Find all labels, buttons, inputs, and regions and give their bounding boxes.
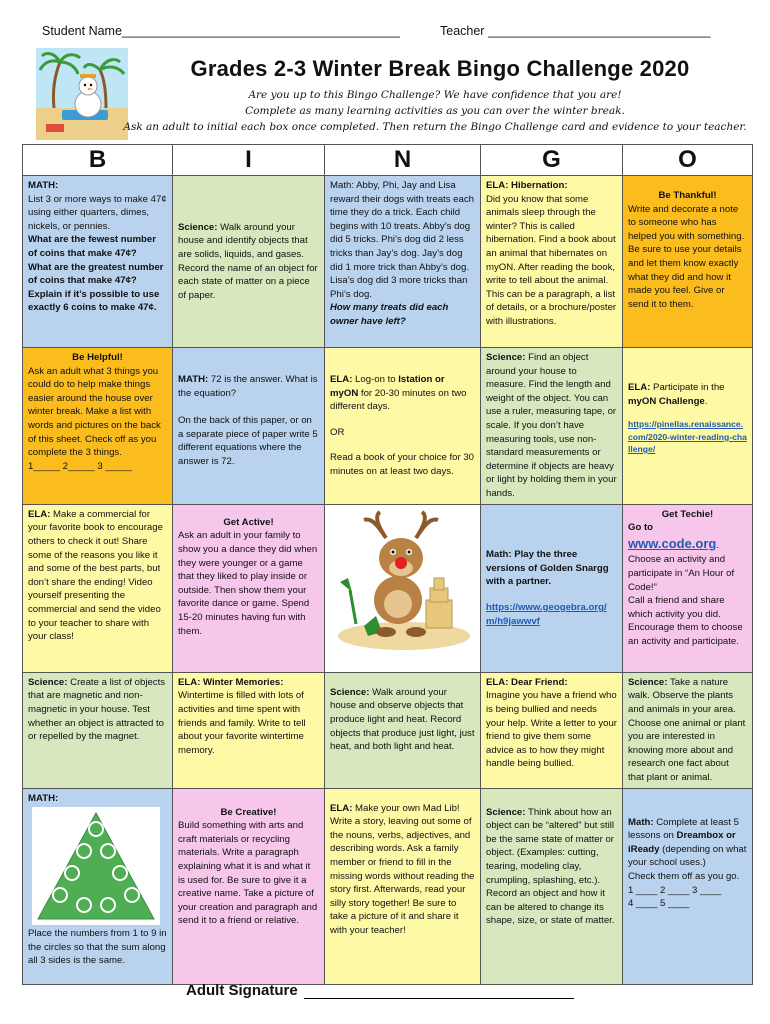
number-triangle-puzzle	[32, 807, 160, 925]
square-heading: ELA:	[330, 374, 353, 385]
signature-label: Adult Signature	[186, 982, 298, 999]
square-text: Did you know that some animals sleep through the winter? This is called hibernation. Find a book about an animal that hibernates on myON. After reading the book, write to tell about the animal. This can be a paragraph, a list of details, or a brochure/poster with illustrations.	[486, 193, 617, 328]
square-heading: Get Active!	[223, 516, 274, 528]
square-question: Explain if it’s possible to use exactly 6 coins to make 47¢.	[28, 288, 160, 314]
program-names: Dreambox or iReady	[628, 830, 736, 855]
square-text: Math: Play the three versions of Golden Snargg with a partner.	[486, 549, 609, 588]
square-text: Make a commercial for your favorite book to encourage others to check it out! Share some of the reasons you like it and some of the best parts, but don’t share the ending! Video yourself presenting the commercial and send the video to your teacher to share with your class!	[28, 508, 163, 643]
square-text: Read a book of your choice for 30 minutes on at least two days.	[330, 452, 474, 478]
square-text: Wintertime is filled with lots of activities and time spent with friends and family. Write to tell about your favorite wintertime memory.	[178, 690, 306, 756]
square-text: Call a friend and share which activity you did. Encourage them to choose an activity and participate.	[628, 595, 743, 648]
square-ela-mad-lib[interactable]	[325, 788, 481, 984]
geogebra-link[interactable]: https://www.geogebra.org/m/h9jawwvf	[486, 602, 607, 627]
square-ela-commercial[interactable]	[23, 504, 173, 672]
square-text: Walk around your house and observe objects that produce light and heat. Record objects that produce just light, just heat, and both light and heat.	[330, 686, 475, 753]
square-text: Place the numbers from 1 to 9 in the circles so that the sum along all 3 sides is the same.	[28, 928, 167, 967]
subtitle-line-2: Complete as many learning activities as you can over the winter break.	[245, 105, 625, 117]
square-text: Take a nature walk. Observe the plants and animals in your area. Choose one animal or plant you are interested in knowing more about and research one fact about that plant or animal.	[628, 676, 746, 783]
square-text: for 20-30 minutes on two different days.	[330, 387, 467, 413]
square-question: What are the greatest number of coins that make 47¢?	[28, 261, 164, 287]
checklist-blanks[interactable]: 1 ____ 2 ____ 3 ____	[628, 884, 722, 896]
square-question: How many treats did each owner have left?	[330, 302, 449, 328]
square-heading: Math:	[628, 816, 654, 828]
square-question: What are the fewest number of coins that make 47¢?	[28, 234, 156, 260]
square-heading: Science:	[486, 352, 526, 363]
square-text: Imagine you have a friend who is being bullied and needs your help. Write a letter to your friend to give them some advice as to how they might handle being bullied.	[486, 690, 617, 770]
square-heading: Get Techie!	[661, 508, 714, 520]
square-heading: Science:	[628, 676, 668, 688]
square-text: Ask an adult in your family to show you a dance they did when they were younger or a game that they liked to play inside or outside. Then show them your favorite dance or game. Spend 15-20 minutes having fun with them.	[178, 530, 318, 637]
square-text: Walk around your house and identify objects that are solids, liquids, and gases. Record the name of an object for each state of matter on a piece of paper.	[178, 221, 318, 301]
column-header-n: N	[325, 145, 481, 176]
square-ela-hibernation[interactable]	[481, 176, 623, 348]
column-header-i: I	[173, 145, 325, 176]
square-heading: ELA: Dear Friend:	[486, 676, 568, 688]
square-heading: Science:	[330, 686, 370, 698]
square-heading: Science:	[28, 676, 68, 688]
square-text: Ask an adult what 3 things you could do to help make things easier around the house over winter break. Make a list with words and pictures on the back of this sheet. Check off as you complete the 3 things.	[28, 365, 161, 459]
column-header-b: B	[23, 145, 173, 176]
square-math-triangle-puzzle[interactable]	[23, 788, 173, 984]
square-text: .	[716, 539, 720, 551]
square-text: Log-on to	[352, 374, 399, 385]
square-math-coins[interactable]	[23, 176, 173, 348]
square-text: List 3 or more ways to make 47¢ using either quarters, dimes, nickels, or pennies.	[28, 193, 167, 232]
square-text: Choose an activity and participate in “An Hour of Code!”	[628, 554, 735, 593]
square-text: Create a list of objects that are magnetic and non-magnetic in your house. Test whether an object is attracted to or repelled by the magnet.	[28, 676, 166, 743]
square-heading: MATH:	[178, 374, 209, 385]
square-text: Write and decorate a note to someone who has helped you with something. Be sure to use your details and let them know exactly what they did and how it made you feel. Give or send it to them.	[628, 203, 745, 310]
program-name: myON Challenge	[628, 395, 705, 407]
student-name-label[interactable]: Student Name________________________________________	[42, 24, 400, 38]
square-text: Think about how an object can be “altered” but still be the same state of matter or object. (Examples: cutting, tearing, modeling clay, crumpling, splashing, etc.). Record an object and how it can be altered to change its shape, size, or state of matter.	[486, 806, 615, 927]
square-math-golden-snargg[interactable]	[481, 504, 623, 672]
square-science-measure[interactable]	[481, 348, 623, 505]
square-be-thankful[interactable]	[623, 176, 753, 348]
subtitle-line-1: Are you up to this Bingo Challenge? We have confidence that you are!	[248, 89, 622, 101]
square-text: Go to	[628, 522, 654, 534]
page-title: Grades 2-3 Winter Break Bingo Challenge 2020	[190, 56, 690, 81]
square-text: Build something with arts and craft materials or recycling materials. Write a paragraph explaining what it is and what it is used for. Be sure to give it a creative name. Take a picture of your creation and paragraph and send it to a friend or relative.	[178, 820, 318, 927]
signature-line[interactable]	[304, 986, 574, 999]
checklist-blanks[interactable]: 1_____ 2_____ 3 _____	[28, 460, 133, 472]
adult-signature	[186, 982, 574, 999]
square-text: (depending on what your school uses.)	[628, 843, 747, 869]
square-heading: ELA:	[28, 508, 51, 520]
square-get-active[interactable]	[173, 504, 325, 672]
square-text: .	[704, 395, 708, 407]
square-text: 72 is the answer. What is the equation?	[178, 374, 318, 399]
program-names: Istation or myON	[330, 374, 445, 399]
square-science-states-of-matter[interactable]	[173, 176, 325, 348]
square-math-dreambox[interactable]	[623, 788, 753, 984]
challenge-link[interactable]: https://pinellas.renaissance.com/2020-winter-reading-challenge/	[628, 419, 747, 455]
or-divider: OR	[330, 426, 345, 438]
square-science-magnets[interactable]	[23, 672, 173, 788]
square-ela-dear-friend[interactable]	[481, 672, 623, 788]
reindeer-sandcastle-image	[330, 508, 476, 658]
square-text: Participate in the	[650, 382, 725, 393]
square-be-creative[interactable]	[173, 788, 325, 984]
square-science-light-heat[interactable]	[325, 672, 481, 788]
code-org-link[interactable]: www.code.org	[628, 535, 717, 551]
bingo-card	[22, 144, 753, 985]
square-text: On the back of this paper, or on a separate piece of paper write 5 different equations where the answer is 72.	[178, 415, 318, 468]
square-ela-istation[interactable]	[325, 348, 481, 505]
square-heading: Be Thankful!	[658, 190, 717, 201]
column-header-o: O	[623, 145, 753, 176]
square-heading: ELA: Winter Memories:	[178, 676, 284, 688]
column-header-g: G	[481, 145, 623, 176]
square-science-altered-objects[interactable]	[481, 788, 623, 984]
square-text: Check them off as you go.	[628, 871, 740, 883]
square-get-techie[interactable]	[623, 504, 753, 672]
teacher-name-label[interactable]: Teacher ________________________________	[440, 24, 711, 38]
square-heading: Science:	[178, 221, 218, 233]
square-be-helpful[interactable]	[23, 348, 173, 505]
square-math-72[interactable]	[173, 348, 325, 505]
square-heading: ELA:	[330, 802, 353, 814]
square-heading: ELA: Hibernation:	[486, 180, 568, 191]
square-text: Make your own Mad Lib! Write a story, leaving out some of the nouns, verbs, adjectives, and describing words. Ask a family member or friend to fill in the missing words without reading the story first. Afterwards, read your silly story together! Be sure to take a picture of it and share it with your teacher!	[330, 802, 475, 937]
free-space	[325, 504, 481, 672]
square-heading: ELA:	[628, 382, 651, 393]
square-text: Math: Abby, Phi, Jay and Lisa reward their dogs with treats each time they do a trick. Each child begins with 10 treats. Abby’s dog did 5 tricks. Phi’s dog did 2 less tricks than Jay’s dog. Jay’s dog did 1 more trick than Abby’s dog. Lisa’s dog did 3 more tricks than Phi’s dog.	[330, 180, 474, 300]
square-text: Find an object around your house to measure. Find the length and weight of the object. You can use a ruler, measuring tape, or scale. If you don’t have measuring tools, use non-standard measurements or determine if objects are heavy or light by holding them in your hands.	[486, 352, 617, 500]
square-heading: Science:	[486, 806, 526, 818]
square-science-nature-walk[interactable]	[623, 672, 753, 788]
square-heading: Be Creative!	[220, 806, 277, 818]
square-math-dog-treats[interactable]	[325, 176, 481, 348]
square-heading: MATH:	[28, 180, 59, 191]
subtitle-line-3: Ask an adult to initial each box once completed. Then return the Bingo Challenge card and evidence to your teacher.	[123, 121, 747, 133]
square-ela-winter-memories[interactable]	[173, 672, 325, 788]
square-heading: Be Helpful!	[72, 352, 123, 363]
square-text: Complete at least 5 lessons on	[628, 816, 739, 842]
square-ela-myon-challenge[interactable]	[623, 348, 753, 505]
checklist-blanks[interactable]: 4 ____ 5 ____	[628, 898, 690, 910]
square-heading: MATH:	[28, 792, 59, 804]
